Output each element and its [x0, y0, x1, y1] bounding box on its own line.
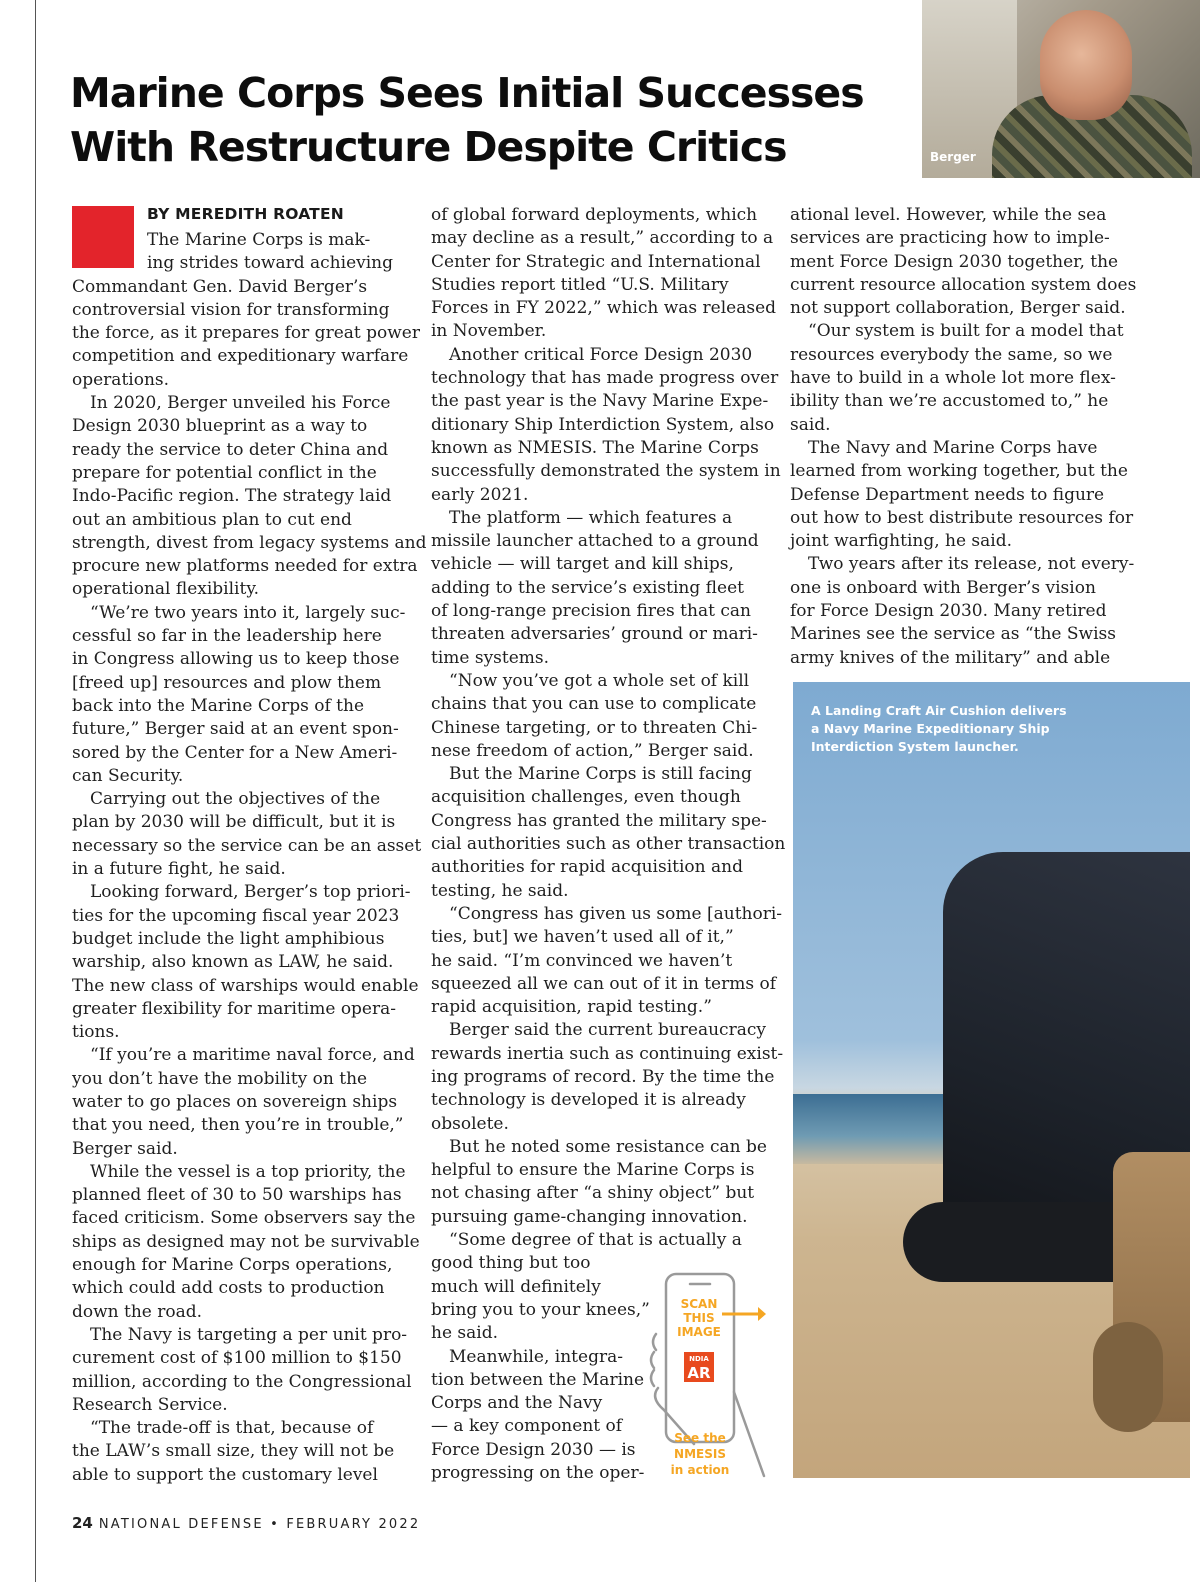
text-line: ships as designed may not be survivable — [72, 1231, 420, 1252]
text-line: known as NMESIS. The Marine Corps — [431, 437, 759, 458]
text-line: ing strides toward achieving — [147, 253, 394, 274]
ar-logo-text: AR — [687, 1364, 711, 1382]
text-line: operational flexibility. — [72, 579, 260, 600]
photo-tire — [1093, 1322, 1163, 1432]
text-line: that you need, then you’re in trouble,” — [72, 1115, 404, 1136]
text-line: controversial vision for transforming — [72, 299, 390, 320]
text-line: vehicle — will target and kill ships, — [431, 554, 734, 575]
text-line: Forces in FY 2022,” which was released — [431, 298, 777, 319]
text-line: in November. — [431, 321, 547, 342]
ndia-logo-text: NDIA — [689, 1355, 709, 1363]
text-line: successfully demonstrated the system in — [431, 461, 781, 482]
text-line: Corps and the Navy — [431, 1393, 603, 1414]
lcac-nmesis-photo — [793, 682, 1190, 1478]
text-line: of long-range precision fires that can — [431, 601, 751, 622]
text-line: Indo-Pacific region. The strategy laid — [72, 486, 392, 507]
text-line: ment Force Design 2030 together, the — [790, 251, 1119, 272]
text-line: tion between the Marine — [431, 1369, 645, 1390]
text-line: ing programs of record. By the time the — [431, 1066, 775, 1087]
text-line: the force, as it prepares for great power — [72, 323, 420, 344]
text-line: adding to the service’s existing fleet — [431, 577, 744, 598]
text-line: Congress has granted the military spe- — [431, 810, 767, 831]
text-line: the LAW’s small size, they will not be — [72, 1441, 395, 1462]
text-line: Marines see the service as “the Swiss — [790, 624, 1116, 645]
text-line: threaten adversaries’ ground or mari- — [431, 624, 758, 645]
headline-line-1: Marine Corps Sees Initial Successes — [70, 69, 864, 117]
text-line: Another critical Force Design 2030 — [449, 344, 753, 365]
text-line: warship, also known as LAW, he said. — [72, 952, 394, 973]
text-line: operations. — [72, 369, 170, 390]
headline-line-2: With Restructure Despite Critics — [70, 123, 787, 171]
text-line: one is onboard with Berger’s vision — [790, 577, 1096, 598]
text-line: budget include the light amphibious — [72, 928, 385, 949]
text-line: cessful so far in the leadership here — [72, 626, 382, 647]
text-line: may decline as a result,” according to a — [431, 228, 774, 249]
text-line: competition and expeditionary warfare — [72, 346, 409, 367]
text-line: progressing on the oper- — [431, 1463, 645, 1484]
text-line: Looking forward, Berger’s top priori- — [90, 882, 411, 903]
text-line: water to go places on sovereign ships — [72, 1091, 398, 1112]
text-line: “If you’re a maritime naval force, and — [90, 1045, 415, 1066]
text-line: Commandant Gen. David Berger’s — [72, 276, 368, 297]
page-number: 24 — [72, 1514, 93, 1532]
text-line: [freed up] resources and plow them — [72, 672, 382, 693]
text-line: services are practicing how to imple- — [790, 228, 1110, 249]
text-line: chains that you can use to complicate — [431, 694, 757, 715]
text-line: missile launcher attached to a ground — [431, 531, 759, 552]
text-line: technology that has made progress over — [431, 368, 779, 389]
text-line: While the vessel is a top priority, the — [90, 1161, 406, 1182]
text-line: “Now you’ve got a whole set of kill — [449, 670, 750, 691]
text-line: ational level. However, while the sea — [790, 205, 1107, 225]
text-line: he said. “I’m convinced we haven’t — [431, 950, 733, 971]
text-line: squeezed all we can out of it in terms of — [431, 973, 777, 994]
text-line: The Navy is targeting a per unit pro- — [90, 1324, 408, 1345]
text-line: have to build in a whole lot more flex- — [790, 368, 1116, 389]
text-line: Research Service. — [72, 1394, 228, 1415]
headline — [70, 66, 910, 174]
text-line: Design 2030 blueprint as a way to — [72, 416, 368, 437]
text-line: ditionary Ship Interdiction System, also — [431, 414, 775, 435]
text-line: But he noted some resistance can be — [449, 1136, 767, 1157]
text-line: out an ambitious plan to cut end — [72, 509, 352, 530]
text-line: planned fleet of 30 to 50 warships has — [72, 1185, 402, 1206]
text-line: ibility than we’re accustomed to,” he — [790, 391, 1109, 412]
text-line: cial authorities such as other transaction — [431, 834, 786, 855]
text-line: in Congress allowing us to keep those — [72, 649, 400, 670]
see-text-3: in action — [670, 1463, 730, 1477]
text-line: able to support the customary level — [72, 1464, 378, 1485]
portrait-caption: Berger — [930, 150, 976, 164]
text-line: rapid acquisition, rapid testing.” — [431, 997, 712, 1018]
text-line: future,” Berger said at an event spon- — [72, 719, 399, 740]
text-line: sored by the Center for a New Ameri- — [72, 742, 398, 763]
text-line: procure new platforms needed for extra — [72, 556, 418, 577]
article-column-3 — [790, 204, 1137, 670]
text-line: can Security. — [72, 765, 184, 786]
text-line: strength, divest from legacy systems and — [72, 532, 427, 553]
text-line: nese freedom of action,” Berger said. — [431, 740, 754, 761]
text-line: pursuing game-changing innovation. — [431, 1206, 748, 1227]
text-line: army knives of the military” and able — [790, 647, 1111, 668]
text-line: Berger said the current bureaucracy — [449, 1020, 766, 1041]
text-line: “Some degree of that is actually a — [449, 1230, 742, 1251]
text-line: of global forward deployments, which — [431, 205, 758, 225]
text-line: early 2021. — [431, 484, 529, 505]
text-line: much will definitely — [431, 1276, 601, 1297]
text-line: rewards inertia such as continuing exist- — [431, 1043, 784, 1064]
text-line: Force Design 2030 — is — [431, 1439, 636, 1460]
text-line: prepare for potential conflict in the — [72, 462, 377, 483]
page-footer — [72, 1514, 420, 1532]
text-line: back into the Marine Corps of the — [72, 695, 365, 716]
berger-portrait-photo — [922, 0, 1200, 178]
text-line: which could add costs to production — [72, 1278, 385, 1299]
text-line: plan by 2030 will be difficult, but it is — [72, 812, 396, 833]
text-line: faced criticism. Some observers say the — [72, 1208, 416, 1229]
scan-text-3: IMAGE — [677, 1325, 721, 1339]
text-line: technology is developed it is already — [431, 1090, 746, 1111]
text-line: good thing but too — [431, 1253, 591, 1274]
text-line: necessary so the service can be an asset — [72, 835, 422, 856]
publication-line: NATIONAL DEFENSE • FEBRUARY 2022 — [98, 1517, 421, 1532]
text-line: curement cost of $100 million to $150 — [72, 1348, 402, 1369]
text-line: you don’t have the mobility on the — [72, 1068, 368, 1089]
text-line: ties, but] we haven’t used all of it,” — [431, 927, 734, 948]
text-line: The Navy and Marine Corps have — [808, 437, 1098, 458]
text-line: current resource allocation system does — [790, 274, 1137, 295]
text-line: testing, he said. — [431, 880, 569, 901]
text-line: Chinese targeting, or to threaten Chi- — [431, 717, 758, 738]
text-line: In 2020, Berger unveiled his Force — [90, 393, 391, 414]
see-text-2: NMESIS — [674, 1447, 726, 1461]
photo-caption: A Landing Craft Air Cushion delivers a Navy Marine Expeditionary Ship Interdiction System launcher. — [811, 703, 1067, 754]
text-line: ties for the upcoming fiscal year 2023 — [72, 905, 400, 926]
scan-text-1: SCAN — [680, 1297, 718, 1311]
text-line: obsolete. — [431, 1113, 509, 1134]
text-line: in a future fight, he said. — [72, 859, 286, 880]
portrait-head — [1040, 10, 1132, 120]
byline: BY MEREDITH ROATEN — [147, 205, 344, 223]
left-margin-rule — [35, 0, 36, 1582]
text-line: said. — [790, 414, 831, 435]
text-line: bring you to your knees,” — [431, 1299, 650, 1320]
text-line: not support collaboration, Berger said. — [790, 298, 1126, 319]
text-line: learned from working together, but the — [790, 461, 1128, 482]
text-line: the past year is the Navy Marine Expe- — [431, 391, 769, 412]
text-line: acquisition challenges, even though — [431, 787, 741, 808]
text-line: helpful to ensure the Marine Corps is — [431, 1160, 755, 1181]
text-line: But the Marine Corps is still facing — [449, 764, 752, 785]
text-line: greater flexibility for maritime opera- — [72, 998, 396, 1019]
text-line: joint warfighting, he said. — [790, 531, 1013, 552]
text-line: time systems. — [431, 647, 550, 668]
text-line: Meanwhile, integra- — [449, 1346, 623, 1367]
article-column-1 — [72, 229, 427, 1487]
text-line: — a key component of — [431, 1416, 623, 1437]
text-line: for Force Design 2030. Many retired — [790, 601, 1107, 622]
text-line: “We’re two years into it, largely suc- — [90, 602, 406, 623]
text-line: out how to best distribute resources for — [790, 507, 1134, 528]
text-line: tions. — [72, 1022, 120, 1043]
see-text-1: See the — [674, 1431, 726, 1445]
text-line: million, according to the Congressional — [72, 1371, 412, 1392]
text-line: Carrying out the objectives of the — [90, 789, 381, 810]
text-line: Defense Department needs to figure — [790, 484, 1105, 505]
scan-text-2: THIS — [683, 1311, 715, 1325]
text-line: enough for Marine Corps operations, — [72, 1255, 393, 1276]
text-line: Berger said. — [72, 1138, 178, 1159]
text-line: Studies report titled “U.S. Military — [431, 274, 729, 295]
text-line: he said. — [431, 1323, 498, 1344]
scan-ar-phone-icon — [648, 1272, 768, 1480]
text-line: ready the service to deter China and — [72, 439, 389, 460]
text-line: The Marine Corps is mak- — [147, 230, 371, 250]
text-line: resources everybody the same, so we — [790, 344, 1113, 365]
text-line: Two years after its release, not every- — [808, 554, 1135, 575]
text-line: not chasing after “a shiny object” but — [431, 1183, 755, 1204]
text-line: The new class of warships would enable — [72, 975, 419, 996]
text-line: “Our system is built for a model that — [808, 321, 1124, 342]
text-line: Center for Strategic and International — [431, 251, 761, 272]
text-line: The platform — which features a — [449, 507, 733, 528]
text-line: “Congress has given us some [authori- — [449, 903, 783, 924]
text-line: authorities for rapid acquisition and — [431, 857, 743, 878]
text-line: down the road. — [72, 1301, 203, 1322]
text-line: “The trade-off is that, because of — [90, 1418, 374, 1439]
